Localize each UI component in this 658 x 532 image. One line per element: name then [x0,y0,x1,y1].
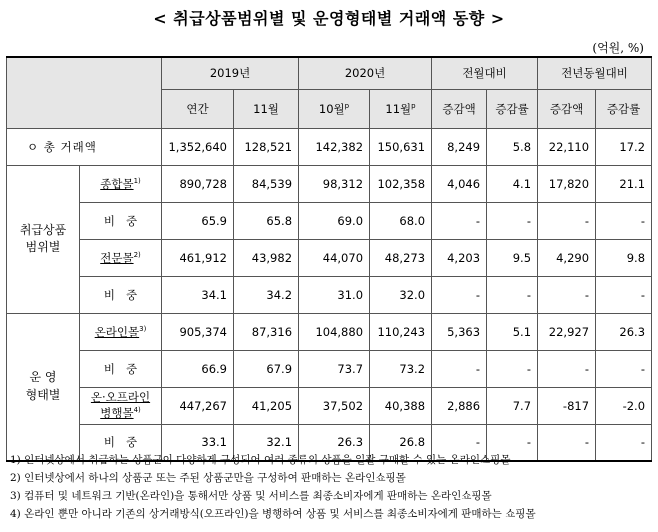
header-annual: 연간 [162,89,234,128]
table-cell: 4,203 [432,239,487,276]
row-label-special-share: 비 중 [80,276,162,313]
table-cell: 22,110 [538,128,596,165]
table-cell: 31.0 [299,276,370,313]
table-cell: 26.3 [299,424,370,461]
table-cell: 33.1 [162,424,234,461]
table-cell: 150,631 [370,128,432,165]
table-cell: - [432,276,487,313]
table-cell: 34.1 [162,276,234,313]
group-label-product-range: 취급상품 범위별 [7,165,80,313]
table-row-online [7,313,652,350]
table-cell: - [596,350,652,387]
table-cell: 17.2 [596,128,652,165]
table-cell: 4.1 [487,165,538,202]
table-cell: 73.2 [370,350,432,387]
table-cell: 32.1 [234,424,299,461]
table-cell: -817 [538,387,596,424]
header-oct-2020: 10월$^p$ [299,89,370,128]
table-cell: - [487,424,538,461]
header-row-1 [7,57,652,89]
footnote-3: 3) 컴퓨터 및 네트워크 기반(온라인)을 통해서만 상품 및 서비스를 최종소비자에게 판매하는 온라인쇼핑몰 [10,490,492,502]
table-cell: 48,273 [370,239,432,276]
table-cell: 41,205 [234,387,299,424]
footnote-2: 2) 인터넷상에서 하나의 상품군 또는 주된 상품군만을 구성하여 판매하는 온라인쇼핑몰 [10,472,406,484]
header-2020: 2020년 [299,57,432,89]
header-mom: 전월대비 [432,57,538,89]
table-cell: -2.0 [596,387,652,424]
table-cell: 37,502 [299,387,370,424]
row-label-online: 온라인몰$^{3)}$ [80,313,162,350]
table-cell: 110,243 [370,313,432,350]
row-label-general-share: 비 중 [80,202,162,239]
table-row-online-share [7,350,652,387]
header-nov-2019: 11월 [234,89,299,128]
table-cell: - [538,424,596,461]
table-cell: 102,358 [370,165,432,202]
header-yoy: 전년동월대비 [538,57,652,89]
header-mom-rate: 증감률 [487,89,538,128]
row-label-total: ㅇ 총 거래액 [7,128,162,165]
row-label-online-share: 비 중 [80,350,162,387]
table-cell: 34.2 [234,276,299,313]
table-cell: 128,521 [234,128,299,165]
table-cell: - [487,202,538,239]
table-cell: 104,880 [299,313,370,350]
table-cell: 84,539 [234,165,299,202]
header-mom-amount: 증감액 [432,89,487,128]
header-yoy-rate: 증감률 [596,89,652,128]
table-cell: 87,316 [234,313,299,350]
table-cell: - [432,202,487,239]
table-cell: 2,886 [432,387,487,424]
table-cell: 17,820 [538,165,596,202]
table-cell: 22,927 [538,313,596,350]
header-nov-2020: 11월$^p$ [370,89,432,128]
table-cell: 68.0 [370,202,432,239]
table-cell: 73.7 [299,350,370,387]
table-cell: 66.9 [162,350,234,387]
table-cell: - [432,350,487,387]
table-cell: 9.8 [596,239,652,276]
table-cell: 461,912 [162,239,234,276]
table-cell: - [596,424,652,461]
footnote-1: 1) 인터넷상에서 취급하는 상품군이 다양하게 구성되어 여러 종류의 상품을 일괄 구매할 수 있는 온라인쇼핑몰 [10,454,511,466]
table-row-general [7,165,652,202]
table-cell: 4,290 [538,239,596,276]
table-cell: 43,982 [234,239,299,276]
table-cell: - [538,202,596,239]
row-label-onoff-share: 비 중 [80,424,162,461]
table-cell: 69.0 [299,202,370,239]
table-cell: 21.1 [596,165,652,202]
table-cell: 1,352,640 [162,128,234,165]
table-cell: 890,728 [162,165,234,202]
table-cell: 9.5 [487,239,538,276]
table-cell: - [487,276,538,313]
header-yoy-amount: 증감액 [538,89,596,128]
table-row-onoff [7,387,652,424]
row-label-general: 종합몰$^{1)}$ [80,165,162,202]
header-2019: 2019년 [162,57,299,89]
footnotes [10,451,650,523]
table-row-special-share [7,276,652,313]
table-cell: 44,070 [299,239,370,276]
table-cell: 26.3 [596,313,652,350]
table-cell: 905,374 [162,313,234,350]
table-cell: - [596,202,652,239]
table-cell: 98,312 [299,165,370,202]
unit-label: (억원, %) [592,41,644,55]
header-corner [7,57,162,128]
row-label-special: 전문몰$^{2)}$ [80,239,162,276]
table-cell: - [432,424,487,461]
table-cell: 142,382 [299,128,370,165]
table-cell: - [538,276,596,313]
table-cell: 67.9 [234,350,299,387]
table-cell: 4,046 [432,165,487,202]
table-cell: 32.0 [370,276,432,313]
table-cell: - [538,350,596,387]
table-cell: 8,249 [432,128,487,165]
table-cell: 7.7 [487,387,538,424]
table-title: < 취급상품범위별 및 운영형태별 거래액 동향 > [153,9,505,28]
table-cell: 26.8 [370,424,432,461]
table-cell: 65.8 [234,202,299,239]
group-label-operation-type: 운 영 형태별 [7,313,80,461]
table-cell: - [596,276,652,313]
table-cell: 5.8 [487,128,538,165]
table-cell: - [487,350,538,387]
table-cell: 5,363 [432,313,487,350]
row-label-onoff: 온·오프라인 병행몰$^{4)}$ [80,387,162,424]
footnote-4: 4) 온라인 뿐만 아니라 기존의 상거래방식(오프라인)을 병행하여 상품 및 서비스를 최종소비자에게 판매하는 쇼핑몰 [10,508,536,520]
table-cell: 65.9 [162,202,234,239]
table-cell: 447,267 [162,387,234,424]
table-cell: 5.1 [487,313,538,350]
table-row-special [7,239,652,276]
table-row-general-share [7,202,652,239]
transaction-table [6,56,652,462]
table-cell: 40,388 [370,387,432,424]
table-row-total [7,128,652,165]
